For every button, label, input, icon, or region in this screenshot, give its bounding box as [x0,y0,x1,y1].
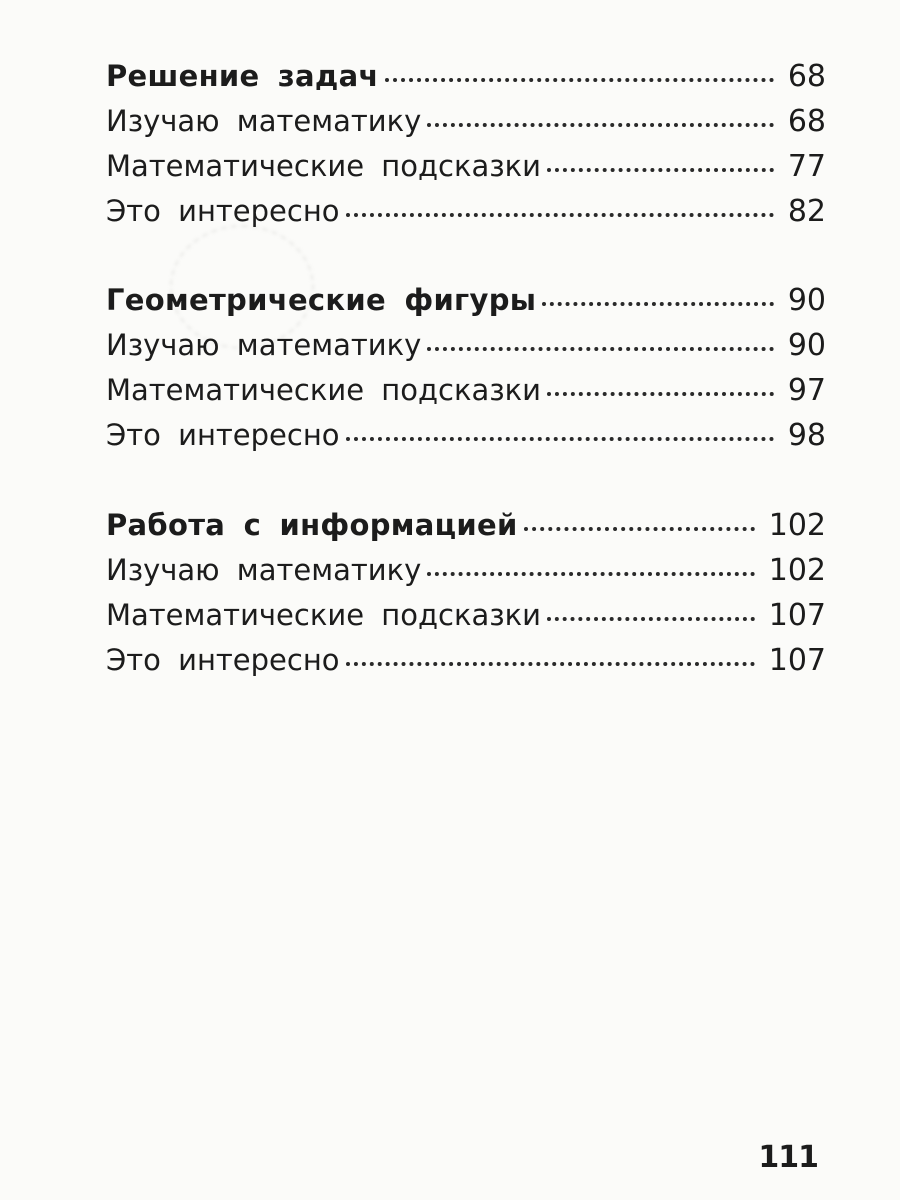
dot-leader [427,347,774,351]
toc-entry-label: Это интересно [106,194,340,228]
toc-page-number: 107 [768,598,826,633]
dot-leader [547,617,755,621]
toc-page-number: 102 [768,508,826,543]
toc-entry-label: Математические подсказки [106,598,542,632]
toc-entry[interactable] [106,595,826,635]
dot-leader [346,213,774,217]
toc-page-number: 98 [787,418,826,453]
toc-entry[interactable] [106,191,826,231]
dot-leader [346,662,755,666]
dot-leader [524,527,755,531]
toc-entry[interactable] [106,415,826,455]
dot-leader [427,572,754,576]
toc-entry[interactable] [106,640,826,680]
toc-heading-label: Работа с информацией [106,508,518,542]
toc-page-number: 90 [787,283,826,318]
toc-page-number: 77 [787,149,826,184]
toc-page-number: 68 [787,59,826,94]
toc-entry[interactable] [106,550,826,590]
toc-entry-label: Изучаю математику [106,553,422,587]
dot-leader [427,123,774,127]
toc-page-number: 82 [787,194,826,229]
page-number: 111 [758,1140,818,1175]
toc-entry[interactable] [106,146,826,186]
toc-entry-label: Математические подсказки [106,373,542,407]
toc-entry-label: Изучаю математику [106,104,422,138]
toc-page-number: 107 [768,643,826,678]
toc-entry-label: Это интересно [106,418,340,452]
toc-heading[interactable] [106,56,826,96]
dot-leader [547,168,774,172]
toc-entry-label: Математические подсказки [106,149,542,183]
toc-page-number: 102 [768,553,826,588]
dot-leader [547,392,774,396]
toc-heading-label: Решение задач [106,59,379,93]
toc-heading-label: Геометрические фигуры [106,283,537,317]
toc-heading[interactable] [106,505,826,545]
toc-entry[interactable] [106,101,826,141]
toc-entry[interactable] [106,370,826,410]
toc-entry[interactable] [106,325,826,365]
toc-page-number: 90 [787,328,826,363]
toc-heading[interactable] [106,280,826,320]
toc-page-number: 68 [787,104,826,139]
dot-leader [385,78,774,82]
toc-entry-label: Изучаю математику [106,328,422,362]
dot-leader [346,437,774,441]
toc-page-number: 97 [787,373,826,408]
toc-entry-label: Это интересно [106,643,340,677]
dot-leader [542,302,774,306]
